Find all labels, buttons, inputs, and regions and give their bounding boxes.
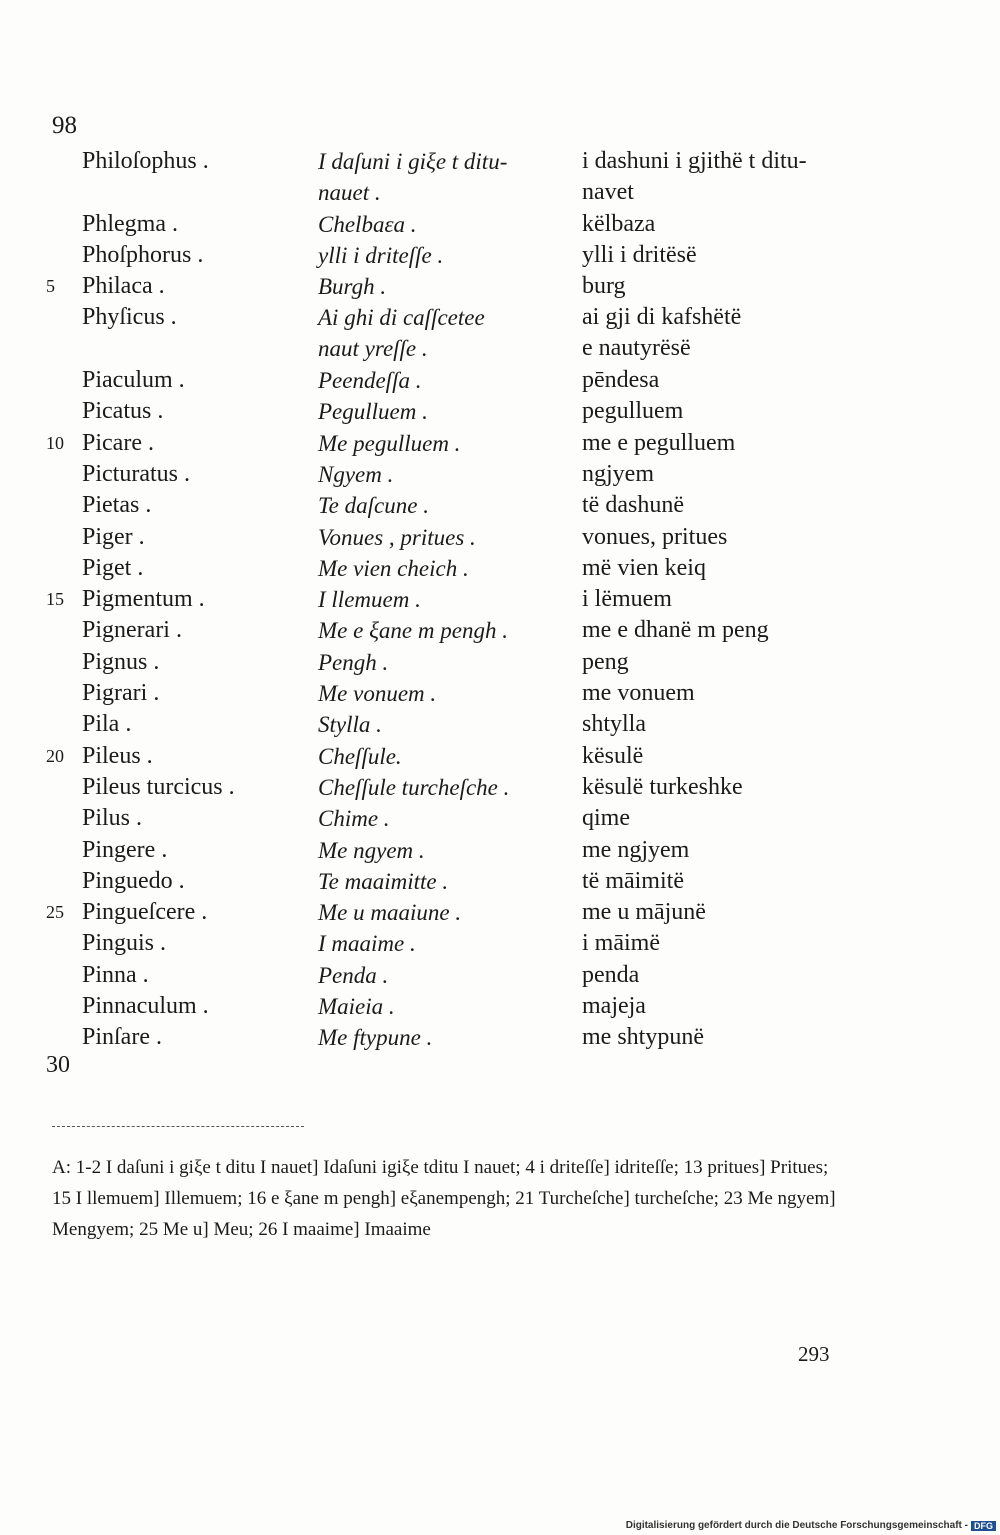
modern-transcription [582, 302, 862, 364]
glossary-row [0, 928, 1000, 959]
glossary-row [0, 866, 1000, 897]
original-line: Me ngyem . [318, 837, 425, 863]
original-translation [318, 960, 568, 991]
modern-line: më vien keiq [582, 554, 706, 581]
latin-term: Picare . [82, 429, 154, 456]
glossary-row [0, 584, 1000, 615]
original-line: ylli i driteſſe . [318, 242, 444, 268]
original-line: Chelbaεa . [318, 211, 417, 237]
glossary-row [0, 960, 1000, 991]
original-translation [318, 803, 568, 834]
glossary-row [0, 803, 1000, 834]
modern-transcription [582, 678, 862, 709]
original-line: Ngyem . [318, 461, 394, 487]
original-translation [318, 490, 568, 521]
original-line: Te daſcune . [318, 493, 429, 519]
original-translation [318, 209, 568, 240]
original-translation [318, 835, 568, 866]
modern-transcription [582, 459, 862, 490]
latin-term: Pigmentum . [82, 586, 205, 613]
modern-transcription [582, 866, 862, 897]
glossary-row [0, 271, 1000, 302]
modern-transcription [582, 960, 862, 991]
original-line: Me vonuem . [318, 681, 437, 707]
modern-line: navet [582, 179, 634, 205]
modern-transcription [582, 897, 862, 928]
page-number-bottom: 293 [798, 1342, 830, 1366]
original-line: Penda . [318, 962, 389, 988]
modern-line: pēndesa [582, 367, 660, 394]
latin-term: Pingere . [82, 836, 168, 863]
latin-term: Piger . [82, 523, 145, 550]
glossary-row [0, 209, 1000, 240]
footnote: A: 1-2 I daſuni i giξe t ditu I nauet] Idaſuni igiξe tditu I nauet; 4 i driteſſe] idriteſſe; 13 pritues] Pritues; 15 I llemuem] Illemuem; 16 e ξane m pengh] eξanempengh; 21 Turcheſche] turcheſche; 23 Me ngyem] Mengyem; 25 Me u] Meu; 26 I maaime] Imaaime [52, 1157, 836, 1240]
glossary-row [0, 678, 1000, 709]
latin-term: Picatus . [82, 398, 164, 425]
modern-transcription [582, 396, 862, 427]
latin-term: Philaca . [82, 273, 165, 300]
footnote-rule [52, 1126, 304, 1127]
latin-term: Pinna . [82, 961, 149, 988]
latin-term: Pignerari . [82, 617, 182, 644]
glossary-row [0, 741, 1000, 772]
modern-line: i māimë [582, 930, 660, 957]
glossary-row [0, 428, 1000, 459]
latin-term: Pinguis . [82, 930, 167, 957]
original-line: Te maaimitte . [318, 868, 449, 894]
modern-line: ylli i dritësë [582, 241, 697, 268]
line-number: 10 [46, 432, 64, 453]
glossary-row [0, 615, 1000, 646]
original-translation [318, 365, 568, 396]
modern-transcription [582, 709, 862, 740]
original-translation [318, 396, 568, 427]
latin-term: Pinſare . [82, 1024, 162, 1051]
original-translation [318, 271, 568, 302]
original-translation [318, 522, 568, 553]
dfg-logo-icon: DFG [971, 1521, 996, 1531]
modern-transcription [582, 803, 862, 834]
original-line: Stylla . [318, 712, 382, 738]
original-line: Cheſſule turcheſche . [318, 774, 510, 800]
original-line: Chime . [318, 806, 390, 832]
line-number: 25 [46, 902, 64, 923]
modern-transcription [582, 146, 862, 208]
original-translation [318, 240, 568, 271]
modern-line: me e dhanë m peng [582, 617, 769, 644]
glossary-row [0, 647, 1000, 678]
modern-transcription [582, 647, 862, 678]
modern-line: vonues, pritues [582, 523, 728, 550]
original-line: Pengh . [318, 649, 389, 675]
original-line: Cheſſule. [318, 743, 402, 769]
modern-line: të māimitë [582, 867, 684, 894]
funding-note [626, 1520, 996, 1531]
latin-term: Pinguedo . [82, 867, 185, 894]
modern-transcription [582, 428, 862, 459]
original-translation [318, 897, 568, 928]
modern-line: me u mājunë [582, 899, 706, 926]
original-translation [318, 678, 568, 709]
modern-line: këlbaza [582, 210, 656, 237]
modern-transcription [582, 209, 862, 240]
modern-line: shtylla [582, 711, 646, 738]
glossary-row [0, 991, 1000, 1022]
glossary-row [0, 835, 1000, 866]
modern-transcription [582, 522, 862, 553]
latin-term: Piget . [82, 554, 144, 581]
glossary-row [0, 553, 1000, 584]
modern-transcription [582, 615, 862, 646]
glossary-row [0, 522, 1000, 553]
latin-term: Pignus . [82, 648, 160, 675]
line-number-30: 30 [46, 1052, 70, 1078]
modern-line: të dashunë [582, 492, 684, 519]
modern-line: me shtypunë [582, 1024, 704, 1051]
latin-term: Pinnaculum . [82, 993, 209, 1020]
latin-term: Phyſicus . [82, 304, 177, 331]
original-translation [318, 146, 568, 208]
modern-line: majeja [582, 993, 646, 1020]
modern-line: ngjyem [582, 460, 654, 487]
modern-line: penda [582, 961, 640, 988]
original-translation [318, 866, 568, 897]
original-line: I daſuni i giξe t ditu- [318, 149, 508, 174]
original-translation [318, 428, 568, 459]
modern-line: e nautyrësë [582, 335, 691, 362]
modern-line: kësulë [582, 742, 644, 769]
modern-transcription [582, 553, 862, 584]
modern-transcription [582, 991, 862, 1022]
original-translation [318, 991, 568, 1022]
modern-transcription [582, 240, 862, 271]
glossary-row [0, 772, 1000, 803]
modern-transcription [582, 584, 862, 615]
modern-transcription [582, 741, 862, 772]
page-number-top: 98 [52, 112, 77, 139]
line-number: 5 [46, 276, 55, 297]
glossary-row [0, 897, 1000, 928]
latin-term: Pigrari . [82, 680, 160, 707]
modern-line: burg [582, 273, 626, 300]
original-translation [318, 772, 568, 803]
latin-term: Philoſophus . [82, 148, 209, 174]
original-line: Ai ghi di caſſcetee [318, 305, 485, 331]
original-translation [318, 615, 568, 646]
modern-line: i dashuni i gjithë t ditu- [582, 148, 807, 174]
latin-term: Pila . [82, 711, 132, 738]
latin-term: Pingueſcere . [82, 899, 208, 926]
glossary-row [0, 365, 1000, 396]
latin-term: Phoſphorus . [82, 241, 204, 268]
glossary-row [0, 240, 1000, 271]
modern-line: i lëmuem [582, 586, 672, 613]
modern-line: peng [582, 648, 629, 675]
original-translation [318, 459, 568, 490]
original-line: nauet . [318, 180, 381, 205]
original-line: Me ftypune . [318, 1025, 433, 1051]
glossary-table [0, 146, 1000, 1054]
modern-line: qime [582, 805, 630, 832]
original-line: Peendeſſa . [318, 368, 422, 394]
modern-line: pegulluem [582, 398, 684, 425]
original-line: Burgh . [318, 274, 387, 300]
modern-line: me e pegulluem [582, 429, 736, 456]
glossary-row [0, 146, 1000, 209]
latin-term: Pietas . [82, 492, 152, 519]
original-line: I maaime . [318, 931, 416, 957]
original-translation [318, 709, 568, 740]
glossary-row [0, 396, 1000, 427]
original-line: Me e ξane m pengh . [318, 618, 508, 644]
latin-term: Pileus . [82, 742, 153, 769]
original-translation [318, 302, 568, 364]
glossary-row [0, 302, 1000, 365]
modern-line: kësulë turkeshke [582, 773, 743, 800]
original-translation [318, 928, 568, 959]
original-line: Vonues , pritues . [318, 524, 476, 550]
modern-line: me ngjyem [582, 836, 690, 863]
latin-term: Pileus turcicus . [82, 773, 235, 800]
original-line: Me u maaiune . [318, 900, 462, 926]
modern-line: me vonuem [582, 680, 695, 707]
original-line: Me vien cheich . [318, 555, 469, 581]
glossary-row [0, 1022, 1000, 1053]
modern-transcription [582, 928, 862, 959]
latin-term: Pilus . [82, 805, 143, 832]
original-line: Me pegulluem . [318, 430, 461, 456]
glossary-row [0, 490, 1000, 521]
line-number: 20 [46, 745, 64, 766]
original-translation [318, 741, 568, 772]
modern-transcription [582, 835, 862, 866]
modern-transcription [582, 1022, 862, 1053]
original-translation [318, 553, 568, 584]
latin-term: Phlegma . [82, 210, 178, 237]
line-number: 15 [46, 589, 64, 610]
modern-transcription [582, 365, 862, 396]
original-translation [318, 647, 568, 678]
original-translation [318, 584, 568, 615]
modern-transcription [582, 490, 862, 521]
funding-text: Digitalisierung gefördert durch die Deutsche Forschungsgemeinschaft - [625, 1520, 968, 1531]
original-line: Maieia . [318, 994, 395, 1020]
original-line: Pegulluem . [318, 399, 428, 425]
modern-transcription [582, 271, 862, 302]
original-translation [318, 1022, 568, 1053]
modern-line: ai gji di kafshëtë [582, 304, 742, 331]
latin-term: Picturatus . [82, 460, 190, 487]
glossary-row [0, 459, 1000, 490]
original-line: naut yreſſe . [318, 336, 428, 362]
original-line: I llemuem . [318, 587, 421, 613]
latin-term: Piaculum . [82, 367, 185, 394]
glossary-row [0, 709, 1000, 740]
modern-transcription [582, 772, 862, 803]
